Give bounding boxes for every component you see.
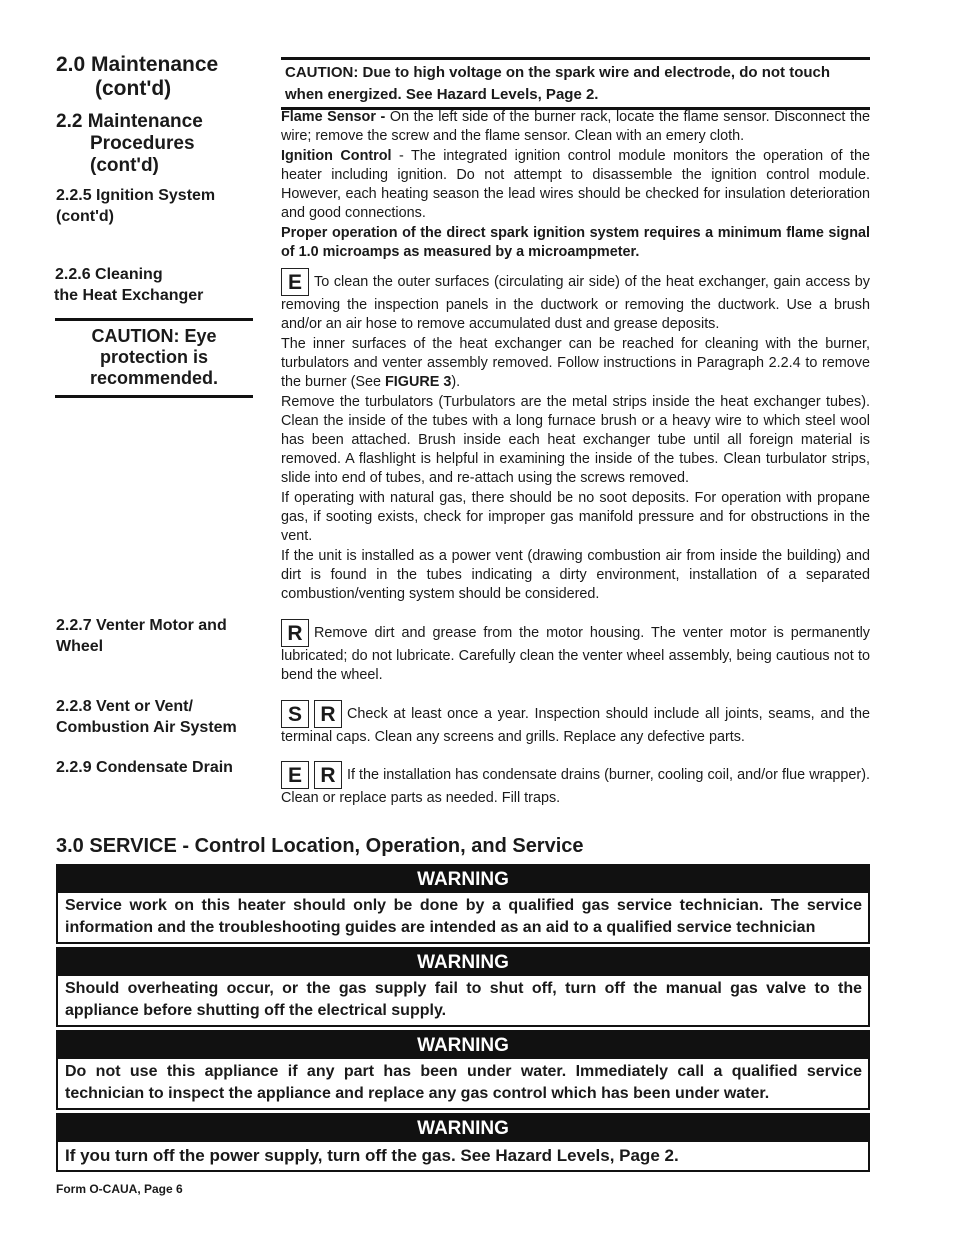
subsection-heading-procedures [56, 111, 203, 177]
ignition-control-text: - The integrated ignition control module monitors the operation of the heater including ignition. Do not attempt to disassemble the ignition control module. However, each heating season the lead wires should be checked for insulation deterioration and good connections. [281, 148, 870, 221]
warning-box [56, 1030, 870, 1110]
cleaning-text [281, 268, 870, 605]
heading-line: 2.2 Maintenance [56, 111, 203, 132]
ignition-control-paragraph [281, 147, 870, 223]
proper-operation-note: Proper operation of the direct spark ignition system requires a minimum flame signal of 1.0 microamps as measured by a microampmeter. [281, 225, 870, 260]
heading-line: (cont'd) [95, 77, 172, 100]
eye-protection-caution [55, 318, 253, 398]
heading-line: Wheel [56, 638, 104, 655]
condensate-text [281, 761, 870, 809]
heading-condensate-drain [56, 757, 233, 778]
caution-line: CAUTION: Eye [91, 326, 217, 346]
inner-surfaces-paragraph [281, 335, 870, 392]
figure-reference: FIGURE 3 [385, 374, 452, 390]
caution-line: recommended. [89, 368, 219, 388]
heading-venter-motor [56, 615, 227, 657]
warning-title: WARNING [58, 949, 868, 976]
warning-text: Should overheating occur, or the gas supply fail to shut off, turn off the manual gas valve to the appliance before shutting off the electrical supply. [65, 980, 862, 1019]
r-code-box: R [314, 761, 342, 789]
heading-vent-system [56, 696, 237, 738]
inner-surfaces-text: The inner surfaces of the heat exchanger can be reached for cleaning with the burner, turbulators and venter assembly removed. Follow instructions in Paragraph 2.2.4 to remove the burner (See [281, 336, 870, 390]
condensate-paragraph: If the installation has condensate drains (burner, cooling coil, and/or flue wrapper). Clean or replace parts as needed. Fill traps. [281, 767, 870, 806]
ignition-system-text [281, 108, 870, 263]
heading-line: Procedures [90, 133, 195, 154]
heading-line: the Heat Exchanger [54, 287, 204, 304]
heading-line: 2.2.5 Ignition System [56, 187, 216, 204]
section-heading-maintenance [56, 53, 218, 101]
flame-sensor-label: Flame Sensor - [281, 109, 386, 125]
warning-text: Service work on this heater should only be done by a qualified gas service technician. The service information and the troubleshooting guides are intended as an aid to a qualified service technician [65, 897, 862, 936]
turbulators-paragraph: Remove the turbulators (Turbulators are the metal strips inside the heat exchanger tubes). Clean the inside of the tubes with a long furnace brush or a heavy wire to which steel wool has been attached. Brush inside each heat exchanger tube until all foreign material is removed. A flashlight is helpful in examining the inside of the tubes. Clean turbulator strips, slide into end of tubes, and re-attach using the screws removed. [281, 394, 870, 486]
s-code-box: S [281, 700, 309, 728]
venter-paragraph: Remove dirt and grease from the motor housing. The venter motor is permanently lubricated; do not lubricate. Carefully clean the venter wheel assembly, being cautious not to bend the wheel. [281, 625, 870, 683]
flame-sensor-text: On the left side of the burner rack, locate the flame sensor. Disconnect the wire; remove the screw and the flame sensor. Clean with an emery cloth. [281, 109, 871, 144]
warning-box [56, 1113, 870, 1172]
heading-line: 2.2.7 Venter Motor and [56, 617, 227, 634]
flame-sensor-paragraph [281, 108, 870, 146]
warning-title: WARNING [58, 1115, 868, 1142]
warning-text: If you turn off the power supply, turn off the gas. See Hazard Levels, Page 2. [65, 1146, 679, 1165]
power-vent-paragraph: If the unit is installed as a power vent (drawing combustion air from inside the building) and dirt is found in the tubes indicating a dirty environment, installation of a separated combustion/venting system should be considered. [281, 548, 870, 602]
warning-title: WARNING [58, 866, 868, 893]
warning-title: WARNING [58, 1032, 868, 1059]
ignition-control-label: Ignition Control [281, 148, 392, 164]
natural-gas-paragraph: If operating with natural gas, there should be no soot deposits. For operation with propane gas, if sooting exists, check for improper gas manifold pressure and for obstructions in the vent. [281, 490, 870, 544]
venter-text [281, 619, 870, 686]
high-voltage-caution: CAUTION: Due to high voltage on the spark wire and electrode, do not touch when energized. See Hazard Levels, Page 2. [281, 57, 870, 110]
inner-surfaces-text-end: ). [451, 374, 461, 390]
heading-line: 2.2.9 Condensate Drain [56, 759, 233, 776]
page-footer: Form O-CAUA, Page 6 [56, 1182, 183, 1196]
outer-surfaces-paragraph [281, 268, 870, 334]
caution-line: protection is [99, 347, 208, 367]
heading-line: 2.2.8 Vent or Vent/ [56, 698, 193, 715]
heading-line: (cont'd) [56, 208, 115, 225]
heading-cleaning-heat-exchanger [54, 264, 203, 306]
warning-text: Do not use this appliance if any part has been under water. Immediately call a qualified service technician to inspect the appliance and replace any gas control which has been under water. [65, 1063, 862, 1102]
e-code-box: E [281, 761, 309, 789]
heading-ignition-system [56, 185, 215, 227]
service-heading: 3.0 SERVICE - Control Location, Operation, and Service [56, 835, 584, 857]
heading-line: (cont'd) [90, 155, 159, 176]
vent-text [281, 700, 870, 748]
r-code-box: R [281, 619, 309, 647]
e-code-box: E [281, 268, 309, 296]
r-code-box: R [314, 700, 342, 728]
heading-line: 2.2.6 Cleaning [55, 266, 163, 283]
warning-box [56, 864, 870, 944]
heading-line: Combustion Air System [56, 719, 237, 736]
outer-surfaces-text: To clean the outer surfaces (circulating air side) of the heat exchanger, gain access by removing the inspection panels in the ductwork or removing the ductwork. Use a brush and/or an air hose to remove accumulated dust and grease deposits. [281, 274, 870, 332]
vent-paragraph: Check at least once a year. Inspection should include all joints, seams, and the terminal caps. Clean any screens and grills. Replace any defective parts. [281, 706, 870, 745]
heading-line: 2.0 Maintenance [56, 53, 219, 76]
warning-box [56, 947, 870, 1027]
